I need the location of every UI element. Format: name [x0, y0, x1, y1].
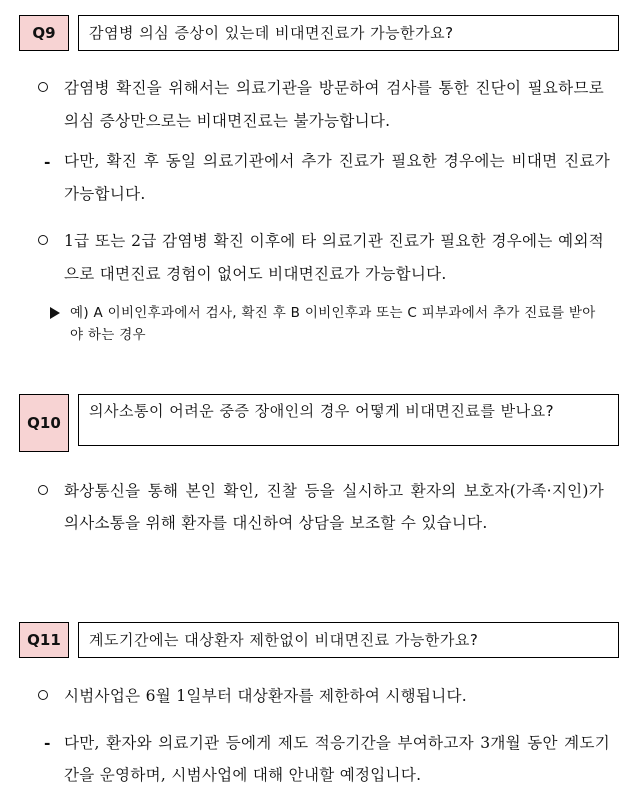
q10-answer-1	[38, 475, 604, 539]
q9-example	[48, 302, 608, 346]
q11-answer-1-text: 시범사업은 6월 1일부터 대상환자를 제한하여 시행됩니다.	[64, 687, 467, 705]
q9-answer-1	[38, 72, 604, 138]
q9-answer-3-text: 1급 또는 2급 감염병 확진 이후에 타 의료기관 진료가 필요한 경우에는 예외적으로 대면진료 경험이 없어도 비대면진료가 가능합니다.	[64, 232, 604, 283]
q11-answer-2-text: 다만, 환자와 의료기관 등에게 제도 적응기간을 부여하고자 3개월 동안 계도기간을 운영하며, 시범사업에 대해 안내할 예정입니다.	[64, 734, 610, 784]
q10-answer-1-text: 화상통신을 통해 본인 확인, 진찰 등을 실시하고 환자의 보호자(가족·지인)가 의사소통을 위해 환자를 대신하여 상담을 보조할 수 있습니다.	[64, 482, 604, 532]
q10-header	[19, 394, 619, 452]
circle-bullet-icon	[38, 82, 48, 92]
circle-bullet-icon	[38, 485, 48, 495]
q11-answer-2	[42, 727, 610, 791]
circle-bullet-icon	[38, 690, 48, 700]
q11-header	[19, 622, 619, 658]
triangle-bullet-icon	[50, 307, 60, 319]
dash-bullet-icon: -	[44, 152, 51, 171]
circle-bullet-icon	[38, 235, 48, 245]
q9-answer-3	[38, 225, 604, 291]
q9-answer-2-text: 다만, 확진 후 동일 의료기관에서 추가 진료가 필요한 경우에는 비대면 진료가 가능합니다.	[64, 152, 610, 203]
q11-label: Q11	[19, 622, 69, 658]
q9-example-text: 예) A 이비인후과에서 검사, 확진 후 B 이비인후과 또는 C 피부과에서 추가 진료를 받아야 하는 경우	[70, 305, 596, 343]
q11-answer-1	[38, 680, 604, 713]
q9-answer-1-text: 감염병 확진을 위해서는 의료기관을 방문하여 검사를 통한 진단이 필요하므로 의심 증상만으로는 비대면진료는 불가능합니다.	[64, 79, 604, 130]
q10-question: 의사소통이 어려운 중증 장애인의 경우 어떻게 비대면진료를 받나요?	[78, 394, 619, 446]
q9-label: Q9	[19, 15, 69, 51]
q9-question: 감염병 의심 증상이 있는데 비대면진료가 가능한가요?	[78, 15, 619, 51]
q10-label: Q10	[19, 394, 69, 452]
q9-header	[19, 15, 619, 51]
dash-bullet-icon: -	[44, 733, 51, 752]
q9-answer-2	[42, 145, 610, 211]
q11-question: 계도기간에는 대상환자 제한없이 비대면진료 가능한가요?	[78, 622, 619, 658]
